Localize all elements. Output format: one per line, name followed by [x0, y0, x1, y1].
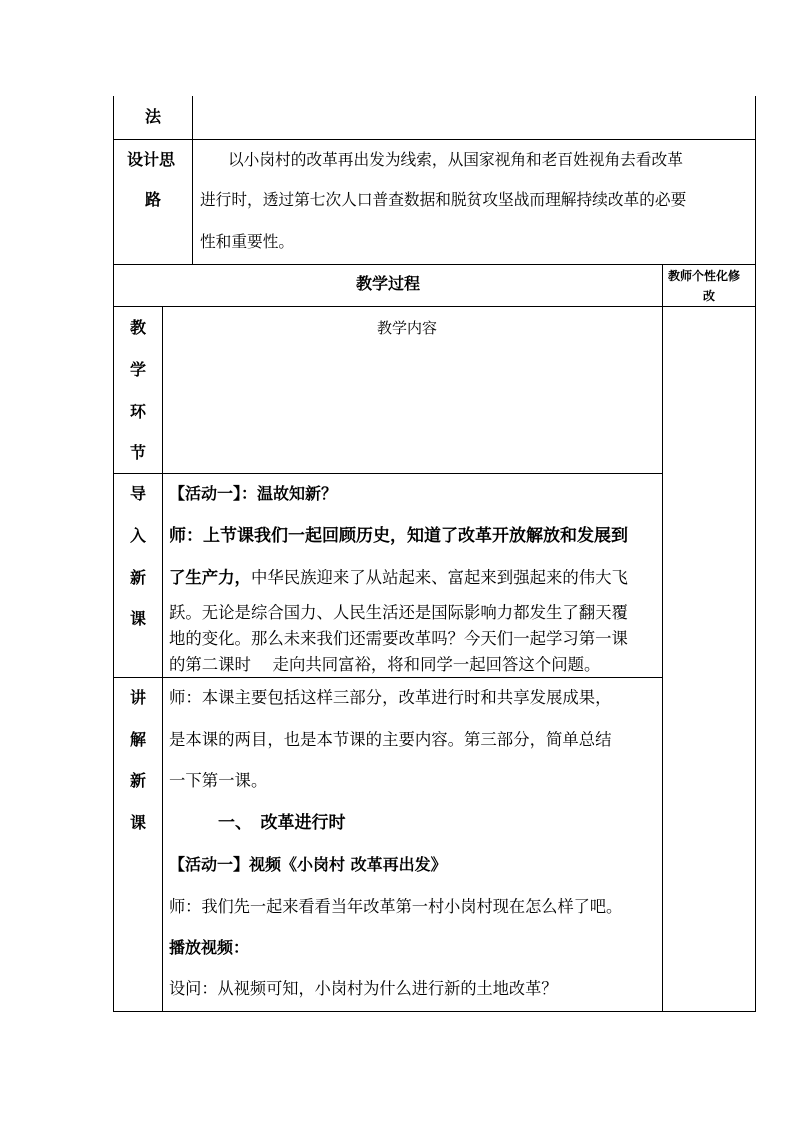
- lecture-play-video: 播放视频：: [169, 938, 250, 957]
- lecture-section-heading: 一、 改革进行时: [218, 813, 346, 833]
- lecture-label-2: 解: [130, 730, 147, 749]
- intro-line2-rest: 中华民族迎来了从站起来、富起来到强起来的伟大飞: [250, 568, 628, 587]
- table-border-bottom: [113, 1011, 756, 1012]
- stage-label-3: 环: [130, 402, 147, 421]
- intro-line2: [169, 568, 628, 588]
- teacher-column-divider: [662, 264, 663, 1012]
- teacher-mod-label-line1: 教师个性化修: [668, 269, 741, 283]
- row-divider-intro: [113, 677, 663, 678]
- intro-label-2: 入: [130, 526, 147, 545]
- intro-line2-bold: 了生产力，: [169, 568, 251, 587]
- design-text-line3: 性和重要性。: [200, 232, 295, 251]
- stage-label-4: 节: [130, 443, 147, 462]
- label-column-divider-bottom: [162, 306, 163, 1012]
- row-divider-method: [113, 139, 756, 140]
- teacher-mod-label-line2: 改: [703, 289, 716, 303]
- intro-activity: 【活动一】：温故知新？: [169, 484, 338, 503]
- intro-line4: 地的变化。那么未来我们还需要改革吗？今天们一起学习第一课: [169, 629, 628, 648]
- lecture-label-4: 课: [130, 813, 147, 832]
- row-divider-design: [113, 264, 756, 265]
- label-column-divider-top: [192, 96, 193, 264]
- table-border-left: [113, 96, 114, 1012]
- method-label: 法: [145, 107, 162, 126]
- stage-label-2: 学: [130, 360, 147, 379]
- design-label-line2: 路: [145, 190, 162, 209]
- row-divider-process: [113, 306, 756, 307]
- content-label: 教学内容: [377, 319, 438, 337]
- intro-label-3: 新: [130, 568, 147, 587]
- lecture-line1: 师：本课主要包括这样三部分，改革进行时和共享发展成果，: [169, 688, 612, 707]
- row-divider-header: [113, 473, 663, 474]
- lecture-line2: 是本课的两目，也是本节课的主要内容。第三部分，简单总结: [169, 730, 612, 749]
- intro-label-4: 课: [130, 609, 147, 628]
- table-border-right: [755, 96, 756, 1012]
- design-text-line1: 以小岗村的改革再出发为线索，从国家视角和老百姓视角去看改革: [228, 150, 683, 169]
- lecture-label-1: 讲: [130, 688, 147, 707]
- lecture-label-3: 新: [130, 771, 147, 790]
- design-label-line1: 设计思: [127, 150, 176, 169]
- intro-line3: 跃。无论是综合国力、人民生活还是国际影响力都发生了翻天覆: [169, 603, 628, 622]
- intro-label-1: 导: [130, 484, 147, 503]
- lecture-line3: 一下第一课。: [169, 771, 268, 790]
- intro-line5: 的第二课时 走向共同富裕，将和同学一起回答这个问题。: [169, 655, 601, 674]
- design-text-line2: 进行时，透过第七次人口普查数据和脱贫攻坚战而理解持续改革的必要: [200, 190, 687, 209]
- intro-line1: 师：上节课我们一起回顾历史，知道了改革开放解放和发展到: [169, 526, 628, 546]
- process-title: 教学过程: [356, 274, 421, 293]
- lecture-activity: 【活动一】视频《小岗村 改革再出发》: [169, 855, 447, 874]
- stage-label-1: 教: [130, 318, 147, 337]
- lecture-teacher-line: 师：我们先一起来看看当年改革第一村小岗村现在怎么样了吧。: [169, 897, 623, 916]
- lecture-question: 设问：从视频可知，小岗村为什么进行新的土地改革？: [169, 979, 558, 998]
